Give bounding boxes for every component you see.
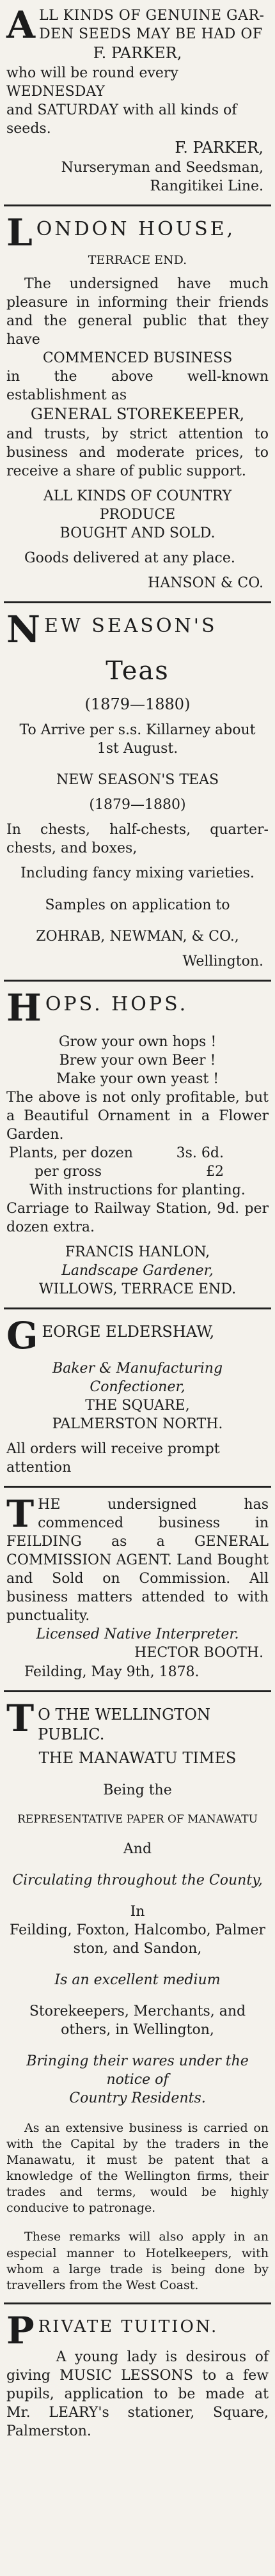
booth-text: HE undersigned has commenced business in FEILDING as a GENERAL COMMISSION AGENT. Land Bought and Sold on Commission. All business matters attended to with punctuality. [6,1497,269,1624]
divider [4,980,271,982]
seeds-line-2: DEN SEEDS MAY BE HAD OF [39,26,263,43]
manawatu-for: Storekeepers, Merchants, and others, in Wellington, [29,2003,246,2038]
london-house-commenced: COMMENCED BUSINESS [42,350,233,366]
london-house-subtitle: TERRACE END. [88,252,187,267]
london-house-establishment: in the above well-known establishment as [6,368,269,403]
price-value: 3s. 6d. [176,1145,224,1161]
manawatu-times-advert [4,1697,271,2299]
london-house-delivery: Goods delivered at any place. [24,550,235,566]
london-house-produce-1: ALL KINDS OF COUNTRY PRODUCE [43,488,232,523]
seeds-trade: Nurseryman and Seedsman, [61,159,263,176]
manawatu-towns-2: ston, and Sandon, [73,1940,202,1957]
teas-firm: ZOHRAB, NEWMAN, & CO., [36,928,239,945]
booth-date: Feilding, May 9th, 1878. [24,1663,200,1680]
tuition-title: RIVATE TUITION. [38,2317,219,2336]
manawatu-medium: Is an excellent medium [54,1971,221,1988]
hops-price-dozen [6,1144,269,1162]
teas-chests: In chests, half-chests, quarter-chests, and boxes, [6,822,269,857]
divider [4,2302,271,2304]
manawatu-paragraph-1: As an extensive business is carried on with the Capital by the traders in the Manawatu, it must be patent that a knowledge of the Wellington firms, their trades and terms, would be highly conducive to patronage. [6,2121,269,2216]
divider [4,204,271,206]
price-value: £2 [206,1163,224,1180]
eldershaw-trade: Baker & Manufacturing Confectioner, [52,1361,223,1396]
teas-heading: Teas [106,656,169,686]
london-house-advert [4,212,271,598]
seeds-line-1: LL KINDS OF GENUINE GAR- [39,8,265,24]
drop-cap: T [6,1696,35,1740]
seeds-advert [4,4,271,201]
teas-arrive-2: 1st August. [97,741,178,757]
eldershaw-town: PALMERSTON NORTH. [52,1416,223,1433]
london-house-produce-2: BOUGHT AND SOLD. [59,525,216,541]
hops-address: WILLOWS, TERRACE END. [38,1281,237,1297]
drop-cap: H [6,985,42,1030]
hops-name: FRANCIS HANLON, [65,1244,210,1260]
manawatu-and: And [123,1840,152,1857]
booth-name: HECTOR BOOTH. [134,1645,263,1662]
london-house-storekeeper: GENERAL STOREKEEPER, [30,405,245,423]
manawatu-bringing-1: Bringing their wares under the notice of [26,2053,249,2088]
tuition-text: A young lady is desirous of giving MUSIC LESSONS to a few pupils, application to be made at Mr. LEARY's stationer, Square, Palmerston. [6,2348,269,2439]
teas-town: Wellington. [182,953,263,969]
teas-subtitle: NEW SEASON'S TEAS [56,772,219,789]
drop-cap: N [6,607,41,651]
seeds-line-3: who will be round every WEDNESDAY [6,65,178,100]
manawatu-paragraph-2: These remarks will also apply in an especial manner to Hotelkeepers, with whom a large trade is being done by travellers from the West Coast. [6,2230,269,2292]
drop-cap: G [6,1314,38,1358]
manawatu-being: Being the [103,1782,172,1799]
booth-advert [4,1493,271,1686]
london-house-trusts: and trusts, by strict attention to business and moderate prices, to receive a share of public support. [6,426,269,479]
manawatu-title: O THE WELLINGTON PUBLIC. [38,1705,210,1744]
tuition-advert [4,2310,271,2446]
drop-cap: A [6,3,36,47]
divider [4,1307,271,1309]
eldershaw-orders: All orders will receive prompt attention [6,1441,220,1476]
seeds-line-4: and SATURDAY with all kinds of seeds. [6,102,237,137]
hops-title: OPS. HOPS. [45,992,189,1015]
booth-licensed: Licensed Native Interpreter. [36,1626,239,1643]
eldershaw-address: THE SQUARE, [85,1398,190,1414]
teas-title: EW SEASON'S [44,614,217,637]
london-house-title: ONDON HOUSE, [36,217,236,240]
teas-arrive-1: To Arrive per s.s. Killarney about [19,722,256,739]
london-house-signature: HANSON & CO. [148,575,263,591]
teas-advert [4,608,271,976]
hops-line-1: Grow your own hops ! [58,1033,217,1050]
manawatu-towns-1: Feilding, Foxton, Halcombo, Palmer [10,1922,265,1938]
drop-cap: L [6,210,33,254]
hops-ornament: The above is not only profitable, but a Beautiful Ornament in a Flower Garden. [6,1089,269,1143]
manawatu-representative: REPRESENTATIVE PAPER OF MANAWATU [17,1813,258,1826]
teas-year-2: (1879—1880) [89,797,186,814]
manawatu-paper: THE MANAWATU TIMES [38,1748,237,1767]
hops-carriage: Carriage to Railway Station, 9d. per dozen extra. [6,1200,269,1235]
price-label: Plants, per dozen [9,1145,133,1161]
divider [4,601,271,603]
hops-instructions: With instructions for planting. [29,1182,246,1198]
hops-line-3: Make your own yeast ! [56,1070,219,1087]
london-house-intro: The undersigned have much pleasure in informing their friends and the general public that they have [6,275,269,348]
divider [4,1486,271,1488]
manawatu-in: In [130,1903,145,1920]
drop-cap: P [6,2308,35,2352]
hops-price-gross [6,1162,269,1181]
drop-cap: T [6,1492,35,1536]
eldershaw-advert [4,1315,271,1482]
teas-samples: Samples on application to [45,897,230,913]
hops-advert [4,987,271,1304]
newspaper-column [4,0,271,2446]
divider [4,1690,271,1692]
seeds-signature: F. PARKER, [175,138,263,157]
eldershaw-title: EORGE ELDERSHAW, [42,1323,215,1341]
manawatu-bringing-2: Country Residents. [69,2090,206,2106]
teas-fancy: Including fancy mixing varieties. [20,865,255,882]
manawatu-circulating: Circulating throughout the County, [12,1872,263,1888]
price-label: per gross [35,1163,102,1180]
hops-line-2: Brew your own Beer ! [59,1052,216,1068]
hops-trade: Landscape Gardener, [61,1262,214,1279]
seeds-place: Rangitikei Line. [150,178,263,194]
seeds-name: F. PARKER, [93,44,182,63]
teas-year: (1879—1880) [84,695,191,713]
